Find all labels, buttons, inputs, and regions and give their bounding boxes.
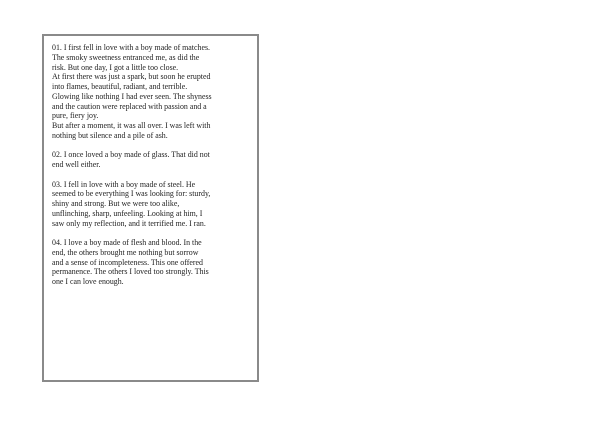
text-line: end, the others brought me nothing but sorrow (52, 247, 199, 257)
text-line: one I can love enough. (52, 277, 124, 286)
paragraph-03 (52, 180, 258, 229)
text-line: nothing but silence and a pile of ash. (52, 130, 168, 140)
text-line: risk. But one day, I got a little too close. (52, 62, 179, 72)
document-body (52, 43, 258, 287)
page-card (42, 34, 259, 382)
text-line: unflinching, sharp, unfeeling. Looking at him, I (52, 208, 203, 218)
paragraph-02 (52, 150, 258, 170)
text-line: permanence. The others I loved too strongly. This (52, 267, 209, 277)
paragraph-01 (52, 43, 258, 141)
text-line: pure, fiery joy. (52, 111, 99, 121)
text-line: seemed to be everything I was looking for: sturdy, (52, 189, 211, 199)
text-line: At first there was just a spark, but soon he erupted (52, 72, 211, 82)
text-line: saw only my reflection, and it terrified me. I ran. (52, 218, 206, 228)
text-line: 04. I love a boy made of flesh and blood. In the (52, 238, 202, 247)
text-line: The smoky sweetness entranced me, as did the (52, 52, 200, 62)
text-line: 01. I first fell in love with a boy made of matches. (52, 43, 210, 52)
paragraph-04 (52, 238, 258, 287)
text-line: and the caution were replaced with passion and a (52, 101, 207, 111)
text-line: and a sense of incompleteness. This one offered (52, 257, 203, 267)
text-line: 03. I fell in love with a boy made of steel. He (52, 179, 196, 189)
text-line: Glowing like nothing I had ever seen. The shyness (52, 91, 212, 101)
text-line: shiny and strong. But we were too alike, (52, 199, 180, 208)
text-line: end well either. (52, 160, 101, 169)
text-line: But after a moment, it was all over. I was left with (52, 121, 211, 130)
text-line: 02. I once loved a boy made of glass. That did not (52, 150, 210, 160)
text-line: into flames, beautiful, radiant, and terrible. (52, 82, 188, 91)
